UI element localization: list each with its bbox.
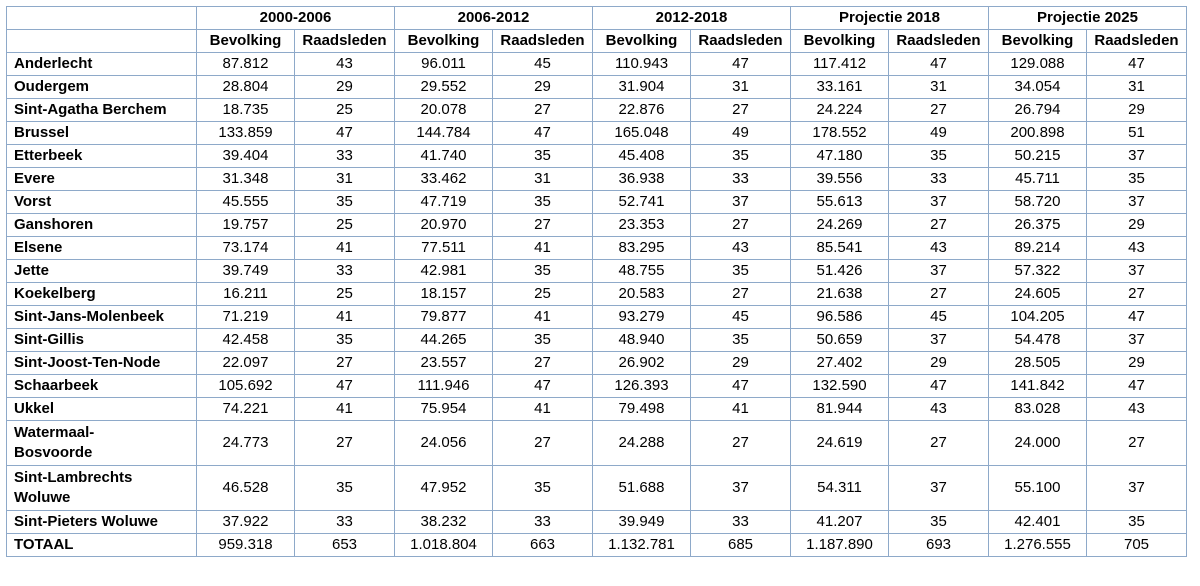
- population-cell: 57.322: [989, 260, 1087, 283]
- municipality-name: Sint-Lambrechts Woluwe: [7, 466, 197, 511]
- municipality-name: Ganshoren: [7, 214, 197, 237]
- council-cell: 25: [295, 99, 395, 122]
- population-cell: 48.755: [593, 260, 691, 283]
- population-cell: 34.054: [989, 76, 1087, 99]
- council-cell: 653: [295, 534, 395, 557]
- council-cell: 47: [1087, 53, 1187, 76]
- municipality-name: Oudergem: [7, 76, 197, 99]
- population-cell: 28.804: [197, 76, 295, 99]
- population-cell: 55.613: [791, 191, 889, 214]
- council-cell: 49: [889, 122, 989, 145]
- municipality-name: Sint-Gillis: [7, 329, 197, 352]
- population-cell: 178.552: [791, 122, 889, 145]
- population-cell: 79.498: [593, 398, 691, 421]
- population-cell: 1.187.890: [791, 534, 889, 557]
- municipality-name: Sint-Jans-Molenbeek: [7, 306, 197, 329]
- municipality-name: Jette: [7, 260, 197, 283]
- municipality-name: Elsene: [7, 237, 197, 260]
- population-cell: 58.720: [989, 191, 1087, 214]
- table-row: [7, 214, 1187, 237]
- council-cell: 41: [493, 398, 593, 421]
- population-cell: 26.794: [989, 99, 1087, 122]
- council-header: Raadsleden: [493, 30, 593, 53]
- population-cell: 45.711: [989, 168, 1087, 191]
- council-cell: 33: [691, 168, 791, 191]
- population-cell: 85.541: [791, 237, 889, 260]
- table-row: [7, 145, 1187, 168]
- table-row: [7, 99, 1187, 122]
- period-header: Projectie 2025: [989, 7, 1187, 30]
- population-cell: 22.876: [593, 99, 691, 122]
- municipality-name: Sint-Pieters Woluwe: [7, 511, 197, 534]
- population-cell: 83.295: [593, 237, 691, 260]
- table-body: [7, 53, 1187, 557]
- council-cell: 25: [295, 283, 395, 306]
- municipality-name: Koekelberg: [7, 283, 197, 306]
- council-cell: 35: [889, 145, 989, 168]
- table-row: [7, 122, 1187, 145]
- council-cell: 29: [691, 352, 791, 375]
- population-cell: 42.458: [197, 329, 295, 352]
- council-cell: 31: [493, 168, 593, 191]
- council-cell: 27: [493, 99, 593, 122]
- population-cell: 105.692: [197, 375, 295, 398]
- municipality-name: Ukkel: [7, 398, 197, 421]
- council-cell: 37: [889, 329, 989, 352]
- population-cell: 73.174: [197, 237, 295, 260]
- population-cell: 959.318: [197, 534, 295, 557]
- population-cell: 71.219: [197, 306, 295, 329]
- table-row: [7, 511, 1187, 534]
- council-cell: 35: [493, 191, 593, 214]
- council-cell: 693: [889, 534, 989, 557]
- council-cell: 35: [1087, 511, 1187, 534]
- population-cell: 28.505: [989, 352, 1087, 375]
- council-cell: 35: [295, 466, 395, 511]
- population-cell: 1.276.555: [989, 534, 1087, 557]
- population-cell: 18.735: [197, 99, 295, 122]
- population-cell: 144.784: [395, 122, 493, 145]
- population-cell: 117.412: [791, 53, 889, 76]
- council-header: Raadsleden: [295, 30, 395, 53]
- population-cell: 89.214: [989, 237, 1087, 260]
- council-cell: 41: [691, 398, 791, 421]
- council-cell: 33: [295, 260, 395, 283]
- council-cell: 27: [889, 283, 989, 306]
- population-cell: 93.279: [593, 306, 691, 329]
- council-cell: 43: [1087, 237, 1187, 260]
- council-cell: 47: [493, 375, 593, 398]
- population-cell: 24.605: [989, 283, 1087, 306]
- population-header: Bevolking: [989, 30, 1087, 53]
- council-cell: 47: [1087, 375, 1187, 398]
- council-cell: 29: [493, 76, 593, 99]
- municipality-name: Anderlecht: [7, 53, 197, 76]
- population-cell: 51.688: [593, 466, 691, 511]
- population-header: Bevolking: [791, 30, 889, 53]
- council-cell: 47: [1087, 306, 1187, 329]
- population-cell: 39.749: [197, 260, 295, 283]
- population-cell: 39.404: [197, 145, 295, 168]
- population-cell: 31.348: [197, 168, 295, 191]
- council-cell: 43: [889, 237, 989, 260]
- council-cell: 37: [889, 191, 989, 214]
- municipality-name: Evere: [7, 168, 197, 191]
- population-cell: 81.944: [791, 398, 889, 421]
- population-cell: 38.232: [395, 511, 493, 534]
- council-cell: 27: [691, 214, 791, 237]
- council-cell: 51: [1087, 122, 1187, 145]
- population-cell: 110.943: [593, 53, 691, 76]
- population-cell: 48.940: [593, 329, 691, 352]
- council-cell: 45: [493, 53, 593, 76]
- population-cell: 42.981: [395, 260, 493, 283]
- table-row: [7, 306, 1187, 329]
- council-cell: 43: [691, 237, 791, 260]
- council-cell: 43: [295, 53, 395, 76]
- council-cell: 27: [1087, 421, 1187, 466]
- population-cell: 74.221: [197, 398, 295, 421]
- population-header: Bevolking: [593, 30, 691, 53]
- period-header: 2006-2012: [395, 7, 593, 30]
- population-cell: 33.161: [791, 76, 889, 99]
- population-cell: 16.211: [197, 283, 295, 306]
- table-row: [7, 76, 1187, 99]
- population-cell: 77.511: [395, 237, 493, 260]
- table-row: [7, 352, 1187, 375]
- population-cell: 24.773: [197, 421, 295, 466]
- council-header: Raadsleden: [1087, 30, 1187, 53]
- population-cell: 22.097: [197, 352, 295, 375]
- municipality-name: Sint-Agatha Berchem: [7, 99, 197, 122]
- council-cell: 35: [1087, 168, 1187, 191]
- council-cell: 27: [691, 99, 791, 122]
- council-cell: 705: [1087, 534, 1187, 557]
- table-row: [7, 398, 1187, 421]
- municipality-name: Brussel: [7, 122, 197, 145]
- municipality-name: Sint-Joost-Ten-Node: [7, 352, 197, 375]
- council-cell: 27: [691, 283, 791, 306]
- population-cell: 36.938: [593, 168, 691, 191]
- population-cell: 23.353: [593, 214, 691, 237]
- table-row: [7, 53, 1187, 76]
- council-cell: 27: [889, 99, 989, 122]
- population-cell: 47.719: [395, 191, 493, 214]
- table-container: [6, 6, 1187, 557]
- period-header: Projectie 2018: [791, 7, 989, 30]
- council-cell: 47: [295, 375, 395, 398]
- council-cell: 31: [295, 168, 395, 191]
- council-cell: 35: [493, 466, 593, 511]
- table-row: [7, 191, 1187, 214]
- population-cell: 27.402: [791, 352, 889, 375]
- population-cell: 20.078: [395, 99, 493, 122]
- council-cell: 29: [1087, 214, 1187, 237]
- population-cell: 18.157: [395, 283, 493, 306]
- population-cell: 24.224: [791, 99, 889, 122]
- population-cell: 26.902: [593, 352, 691, 375]
- council-cell: 685: [691, 534, 791, 557]
- population-cell: 39.949: [593, 511, 691, 534]
- population-cell: 24.000: [989, 421, 1087, 466]
- population-cell: 200.898: [989, 122, 1087, 145]
- municipality-name: Etterbeek: [7, 145, 197, 168]
- council-header: Raadsleden: [691, 30, 791, 53]
- population-cell: 45.408: [593, 145, 691, 168]
- population-cell: 20.970: [395, 214, 493, 237]
- council-cell: 47: [691, 53, 791, 76]
- table-row: [7, 168, 1187, 191]
- municipality-name: Watermaal- Bosvoorde: [7, 421, 197, 466]
- council-cell: 33: [889, 168, 989, 191]
- population-cell: 129.088: [989, 53, 1087, 76]
- corner-cell: [7, 7, 197, 30]
- municipal-population-table: [6, 6, 1187, 557]
- council-cell: 35: [295, 191, 395, 214]
- council-cell: 41: [493, 306, 593, 329]
- council-cell: 27: [295, 352, 395, 375]
- population-cell: 50.215: [989, 145, 1087, 168]
- population-cell: 29.552: [395, 76, 493, 99]
- table-row: [7, 260, 1187, 283]
- municipality-name: Vorst: [7, 191, 197, 214]
- population-cell: 26.375: [989, 214, 1087, 237]
- population-cell: 20.583: [593, 283, 691, 306]
- council-cell: 41: [295, 306, 395, 329]
- council-cell: 47: [889, 375, 989, 398]
- subheader-row: [7, 30, 1187, 53]
- council-cell: 29: [295, 76, 395, 99]
- population-cell: 19.757: [197, 214, 295, 237]
- council-cell: 37: [1087, 260, 1187, 283]
- table-row: [7, 421, 1187, 466]
- population-cell: 55.100: [989, 466, 1087, 511]
- population-cell: 51.426: [791, 260, 889, 283]
- council-cell: 35: [493, 260, 593, 283]
- council-cell: 27: [691, 421, 791, 466]
- total-label: TOTAAL: [7, 534, 197, 557]
- council-cell: 37: [691, 466, 791, 511]
- council-cell: 37: [1087, 145, 1187, 168]
- council-cell: 27: [889, 214, 989, 237]
- population-cell: 79.877: [395, 306, 493, 329]
- population-cell: 132.590: [791, 375, 889, 398]
- population-cell: 24.619: [791, 421, 889, 466]
- council-cell: 31: [889, 76, 989, 99]
- population-cell: 52.741: [593, 191, 691, 214]
- council-cell: 43: [1087, 398, 1187, 421]
- council-cell: 27: [493, 421, 593, 466]
- council-cell: 41: [295, 398, 395, 421]
- population-cell: 54.478: [989, 329, 1087, 352]
- population-cell: 87.812: [197, 53, 295, 76]
- council-cell: 31: [1087, 76, 1187, 99]
- council-cell: 45: [691, 306, 791, 329]
- council-cell: 33: [295, 145, 395, 168]
- population-cell: 1.132.781: [593, 534, 691, 557]
- council-cell: 33: [295, 511, 395, 534]
- population-cell: 47.952: [395, 466, 493, 511]
- period-header: 2012-2018: [593, 7, 791, 30]
- corner-cell: [7, 30, 197, 53]
- population-cell: 42.401: [989, 511, 1087, 534]
- council-cell: 27: [889, 421, 989, 466]
- population-cell: 33.462: [395, 168, 493, 191]
- council-cell: 35: [493, 145, 593, 168]
- population-cell: 24.269: [791, 214, 889, 237]
- population-cell: 46.528: [197, 466, 295, 511]
- population-cell: 47.180: [791, 145, 889, 168]
- population-cell: 104.205: [989, 306, 1087, 329]
- period-header: 2000-2006: [197, 7, 395, 30]
- population-cell: 31.904: [593, 76, 691, 99]
- council-cell: 27: [493, 214, 593, 237]
- council-cell: 47: [889, 53, 989, 76]
- population-cell: 39.556: [791, 168, 889, 191]
- population-cell: 96.011: [395, 53, 493, 76]
- council-cell: 35: [691, 145, 791, 168]
- table-row: [7, 466, 1187, 511]
- council-cell: 37: [889, 466, 989, 511]
- population-cell: 111.946: [395, 375, 493, 398]
- population-cell: 24.288: [593, 421, 691, 466]
- population-cell: 44.265: [395, 329, 493, 352]
- council-header: Raadsleden: [889, 30, 989, 53]
- population-header: Bevolking: [395, 30, 493, 53]
- council-cell: 37: [889, 260, 989, 283]
- council-cell: 29: [889, 352, 989, 375]
- population-cell: 54.311: [791, 466, 889, 511]
- population-cell: 75.954: [395, 398, 493, 421]
- council-cell: 25: [295, 214, 395, 237]
- period-header-row: [7, 7, 1187, 30]
- population-cell: 133.859: [197, 122, 295, 145]
- council-cell: 37: [1087, 191, 1187, 214]
- council-cell: 43: [889, 398, 989, 421]
- population-cell: 41.740: [395, 145, 493, 168]
- population-cell: 45.555: [197, 191, 295, 214]
- council-cell: 49: [691, 122, 791, 145]
- population-cell: 141.842: [989, 375, 1087, 398]
- population-cell: 23.557: [395, 352, 493, 375]
- council-cell: 41: [295, 237, 395, 260]
- total-row: [7, 534, 1187, 557]
- council-cell: 37: [1087, 466, 1187, 511]
- council-cell: 35: [889, 511, 989, 534]
- council-cell: 47: [691, 375, 791, 398]
- table-row: [7, 375, 1187, 398]
- population-cell: 165.048: [593, 122, 691, 145]
- council-cell: 29: [1087, 99, 1187, 122]
- population-cell: 21.638: [791, 283, 889, 306]
- population-cell: 126.393: [593, 375, 691, 398]
- council-cell: 29: [1087, 352, 1187, 375]
- council-cell: 35: [691, 260, 791, 283]
- council-cell: 27: [1087, 283, 1187, 306]
- population-cell: 24.056: [395, 421, 493, 466]
- population-cell: 83.028: [989, 398, 1087, 421]
- council-cell: 35: [295, 329, 395, 352]
- table-row: [7, 329, 1187, 352]
- municipality-name: Schaarbeek: [7, 375, 197, 398]
- population-cell: 41.207: [791, 511, 889, 534]
- population-cell: 50.659: [791, 329, 889, 352]
- council-cell: 33: [691, 511, 791, 534]
- council-cell: 47: [295, 122, 395, 145]
- council-cell: 33: [493, 511, 593, 534]
- population-cell: 37.922: [197, 511, 295, 534]
- table-row: [7, 283, 1187, 306]
- population-cell: 96.586: [791, 306, 889, 329]
- council-cell: 27: [493, 352, 593, 375]
- council-cell: 47: [493, 122, 593, 145]
- council-cell: 37: [1087, 329, 1187, 352]
- population-cell: 1.018.804: [395, 534, 493, 557]
- council-cell: 35: [493, 329, 593, 352]
- council-cell: 37: [691, 191, 791, 214]
- council-cell: 41: [493, 237, 593, 260]
- council-cell: 663: [493, 534, 593, 557]
- population-header: Bevolking: [197, 30, 295, 53]
- council-cell: 31: [691, 76, 791, 99]
- council-cell: 45: [889, 306, 989, 329]
- table-row: [7, 237, 1187, 260]
- council-cell: 35: [691, 329, 791, 352]
- council-cell: 27: [295, 421, 395, 466]
- council-cell: 25: [493, 283, 593, 306]
